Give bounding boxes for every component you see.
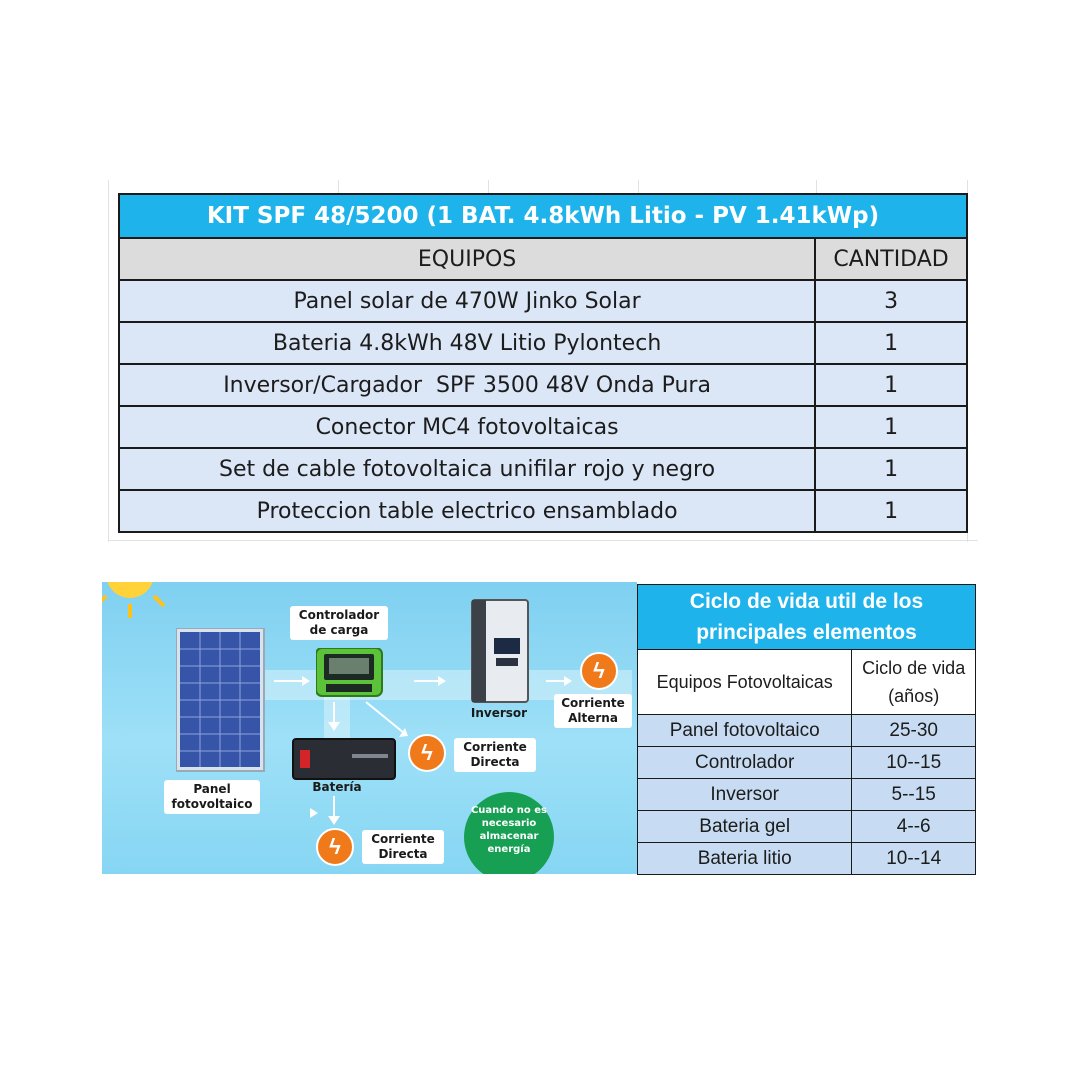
equipo-cell: Bateria litio [638,843,852,875]
arrow-icon [274,680,308,682]
table-row [638,779,976,811]
arrow-icon [546,680,570,682]
table-row [119,364,967,406]
equipo-cell: Bateria 4.8kWh 48V Litio Pylontech [119,322,815,364]
cantidad-cell: 1 [815,490,967,532]
arrow-diagonal-icon [364,700,412,740]
panel-fotovoltaico-label: Panel fotovoltaico [164,780,260,814]
inversor-label: Inversor [470,706,528,720]
bateria-label: Batería [312,780,362,794]
equipo-cell: Inversor [638,779,852,811]
ciclo-header: Ciclo de vida (años) [852,650,976,715]
kit-title: KIT SPF 48/5200 (1 BAT. 4.8kWh Litio - PV 1.41kWp) [119,194,967,238]
cantidad-cell: 1 [815,406,967,448]
equipo-cell: Controlador [638,747,852,779]
corriente-directa-label: Corriente Directa [362,830,444,864]
cantidad-cell: 1 [815,322,967,364]
equipo-cell: Bateria gel [638,811,852,843]
arrow-down-icon [328,702,340,732]
equipo-cell: Set de cable fotovoltaica unifilar rojo y negro [119,448,815,490]
col-equipos-header: EQUIPOS [119,238,815,280]
table-row [638,843,976,875]
life-title: Ciclo de vida util de los principales elementos [638,585,976,650]
battery-icon [292,738,396,780]
arrow-icon [414,680,444,682]
equipo-cell: Proteccion table electrico ensamblado [119,490,815,532]
table-row [119,280,967,322]
cantidad-cell: 3 [815,280,967,322]
table-row [119,448,967,490]
charge-controller-icon [316,648,384,698]
lightning-bolt-icon: ϟ [580,652,618,690]
table-row [119,322,967,364]
col-cantidad-header: CANTIDAD [815,238,967,280]
sun-icon [102,582,182,622]
equipos-header: Equipos Fotovoltaicas [638,650,852,715]
years-cell: 5--15 [852,779,976,811]
table-row [119,490,967,532]
solar-panel-icon [176,628,266,773]
solar-system-diagram [102,582,637,874]
years-cell: 4--6 [852,811,976,843]
life-cycle-table [637,584,976,875]
table-row [638,747,976,779]
inverter-icon [470,598,532,706]
cantidad-cell: 1 [815,448,967,490]
corriente-alterna-label: Corriente Alterna [554,694,632,728]
table-row [638,715,976,747]
equipo-cell: Panel fotovoltaico [638,715,852,747]
cantidad-cell: 1 [815,364,967,406]
lightning-bolt-icon: ϟ [316,828,354,866]
corriente-directa-label: Corriente Directa [454,738,536,772]
kit-table [118,193,968,533]
equipo-cell: Inversor/Cargador SPF 3500 48V Onda Pura [119,364,815,406]
storage-note-label: Cuando no es necesario almacenar energía [470,805,548,855]
years-cell: 10--14 [852,843,976,875]
years-cell: 25-30 [852,715,976,747]
controlador-label: Controlador de carga [290,606,388,640]
table-row [638,811,976,843]
lightning-bolt-icon: ϟ [408,734,446,772]
equipo-cell: Panel solar de 470W Jinko Solar [119,280,815,322]
table-row [119,406,967,448]
equipo-cell: Conector MC4 fotovoltaicas [119,406,815,448]
years-cell: 10--15 [852,747,976,779]
arrow-down-icon [328,796,340,826]
